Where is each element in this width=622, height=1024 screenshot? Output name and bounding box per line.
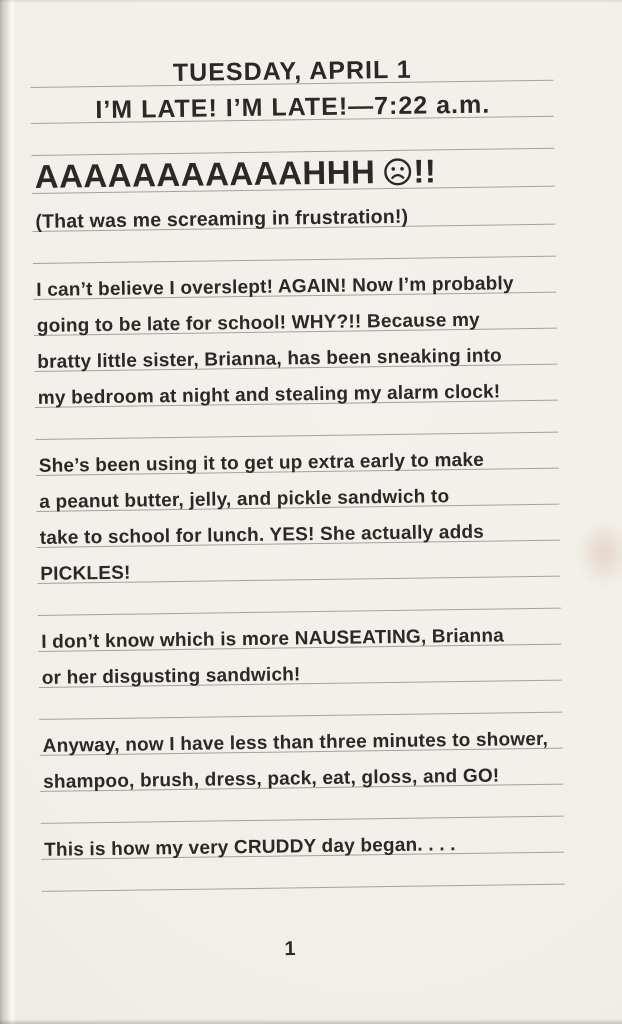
paper-smudge (578, 520, 622, 586)
diary-line-text: bratty little sister, Brianna, has been sneaking into (37, 345, 503, 373)
diary-line-text: or her disgusting sandwich! (41, 664, 301, 689)
diary-line-text: going to be late for school! WHY?!! Because my (36, 309, 481, 337)
diary-line-text: a peanut butter, jelly, and pickle sandwich to (39, 486, 450, 513)
page-edge-top (0, 0, 622, 3)
diary-line-text: PICKLES! (40, 562, 131, 585)
diary-line-text: Anyway, now I have less than three minutes to shower, (42, 728, 549, 757)
headline-heading-text: I’M LATE! I’M LATE!—7:22 a.m. (95, 90, 491, 125)
scream-exclamation: !! (413, 152, 437, 190)
page-edge-bottom (0, 1019, 622, 1024)
diary-line-text: take to school for lunch. YES! She actually adds (39, 521, 485, 549)
page-number: 1 (284, 937, 296, 961)
frowny-face-icon (382, 157, 412, 187)
ruled-line-blank (41, 853, 564, 892)
date-heading-text: TUESDAY, APRIL 1 (172, 55, 412, 88)
diary-line-text: my bedroom at night and stealing my alarm clock! (37, 381, 501, 409)
diary-line-text: I can’t believe I overslept! AGAIN! Now I’m probably (36, 273, 514, 301)
page-edge-left (0, 0, 16, 1024)
diary-line-text: shampoo, brush, dress, pack, eat, gloss, and GO! (43, 765, 500, 793)
diary-line-text: I don’t know which is more NAUSEATING, Brianna (41, 625, 505, 653)
scream-caption-text: (That was me screaming in frustration!) (35, 205, 409, 233)
diary-content (30, 45, 565, 892)
diary-line-text: She’s been using it to get up extra early to make (38, 449, 485, 477)
scream-text: AAAAAAAAAAAHHH (34, 153, 376, 195)
diary-line-text: This is how my very CRUDDY day began. . . . (44, 834, 456, 861)
